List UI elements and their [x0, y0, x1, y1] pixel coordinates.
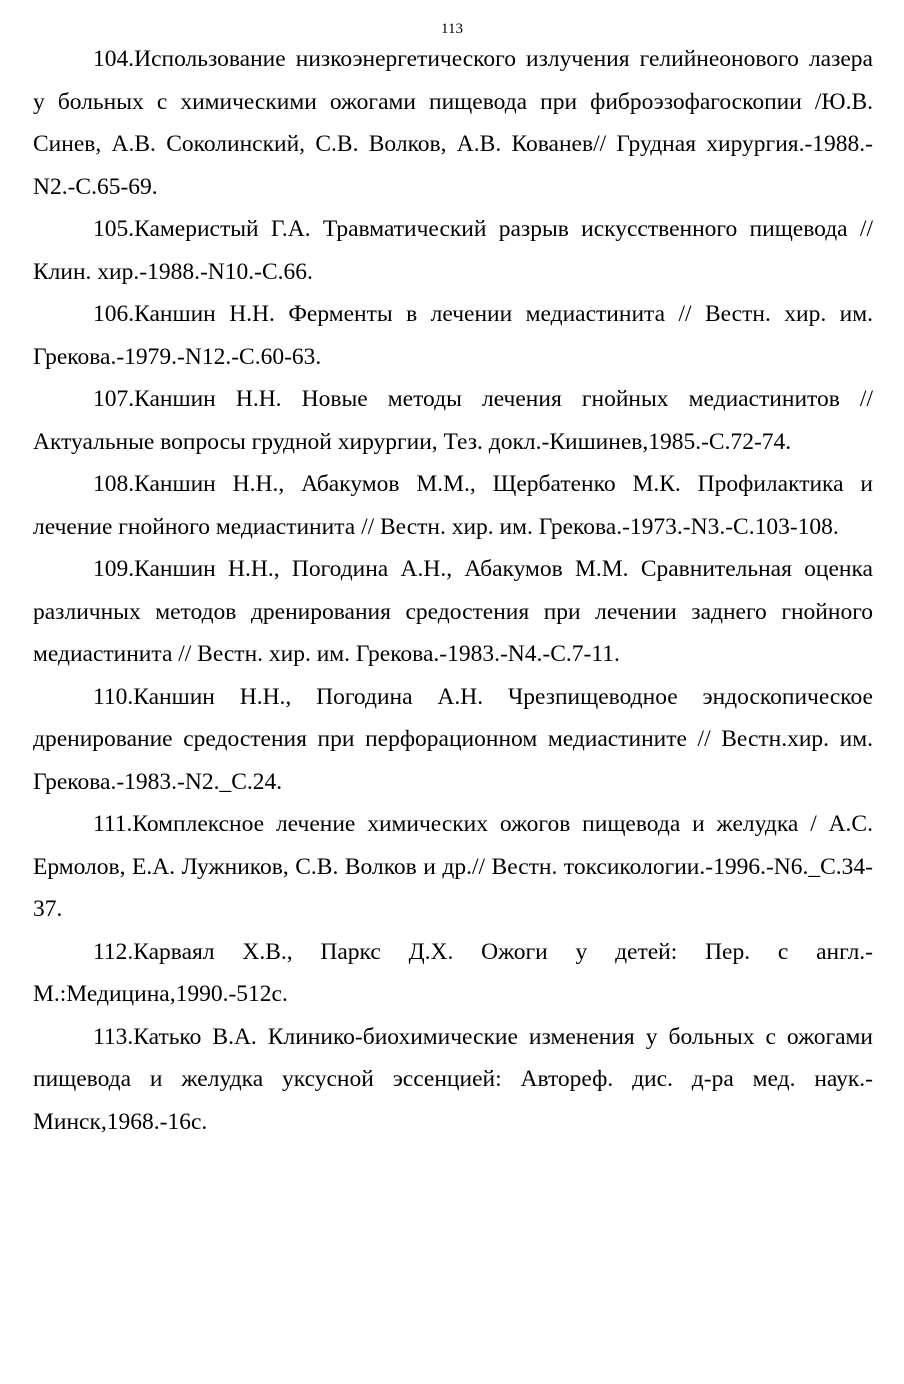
- reference-item: 106.Каншин Н.Н. Ферменты в лечении медиастинита // Вестн. хир. им. Грекова.-1979.-N12.-С.60-63.: [33, 301, 873, 370]
- reference-item: 112.Карваял Х.В., Паркс Д.Х. Ожоги у детей: Пер. с англ.-М.:Медицина,1990.-512с.: [33, 938, 873, 1007]
- reference-item: 108.Каншин Н.Н., Абакумов М.М., Щербатенко М.К. Профилактика и лечение гнойного медиастинита // Вестн. хир. им. Грекова.-1973.-N3.-С.103-108.: [33, 471, 873, 540]
- reference-item: 105.Камеристый Г.А. Травматический разрыв искусственного пищевода // Клин. хир.-1988.-N10.-С.66.: [33, 216, 873, 285]
- page-number: 113: [441, 21, 463, 37]
- reference-item: 113.Катько В.А. Клинико-биохимические изменения у больных с ожогами пищевода и желудка уксусной эссенцией: Автореф. дис. д-ра мед. наук.-Минск,1968.-16с.: [33, 1023, 873, 1135]
- reference-item: 111.Комплексное лечение химических ожогов пищевода и желудка / А.С. Ермолов, Е.А. Лужников, С.В. Волков и др.// Вестн. токсикологии.-1996.-N6._С.34-37.: [33, 811, 873, 922]
- reference-item: 110.Каншин Н.Н., Погодина А.Н. Чрезпищеводное эндоскопическое дренирование средостения при перфорационном медиастините // Вестн.хир. им. Грекова.-1983.-N2._С.24.: [33, 683, 873, 795]
- reference-item: 104.Использование низкоэнергетического излучения гелийнеонового лазера у больных с химическими ожогами пищевода при фиброэзофагоскопии /Ю.В. Синев, А.В. Соколинский, С.В. Волков, А.В. Кованев// Грудная хирургия.-1988.-N2.-С.65-69.: [33, 46, 873, 200]
- reference-item: 109.Каншин Н.Н., Погодина А.Н., Абакумов М.М. Сравнительная оценка различных методов дренирования средостения при лечении заднего гнойного медиастинита // Вестн. хир. им. Грекова.-1983.-N4.-С.7-11.: [33, 556, 873, 667]
- reference-item: 107.Каншин Н.Н. Новые методы лечения гнойных медиастинитов // Актуальные вопросы грудной хирургии, Тез. докл.-Кишинев,1985.-С.72-74.: [33, 386, 873, 455]
- reference-list: [33, 38, 873, 1143]
